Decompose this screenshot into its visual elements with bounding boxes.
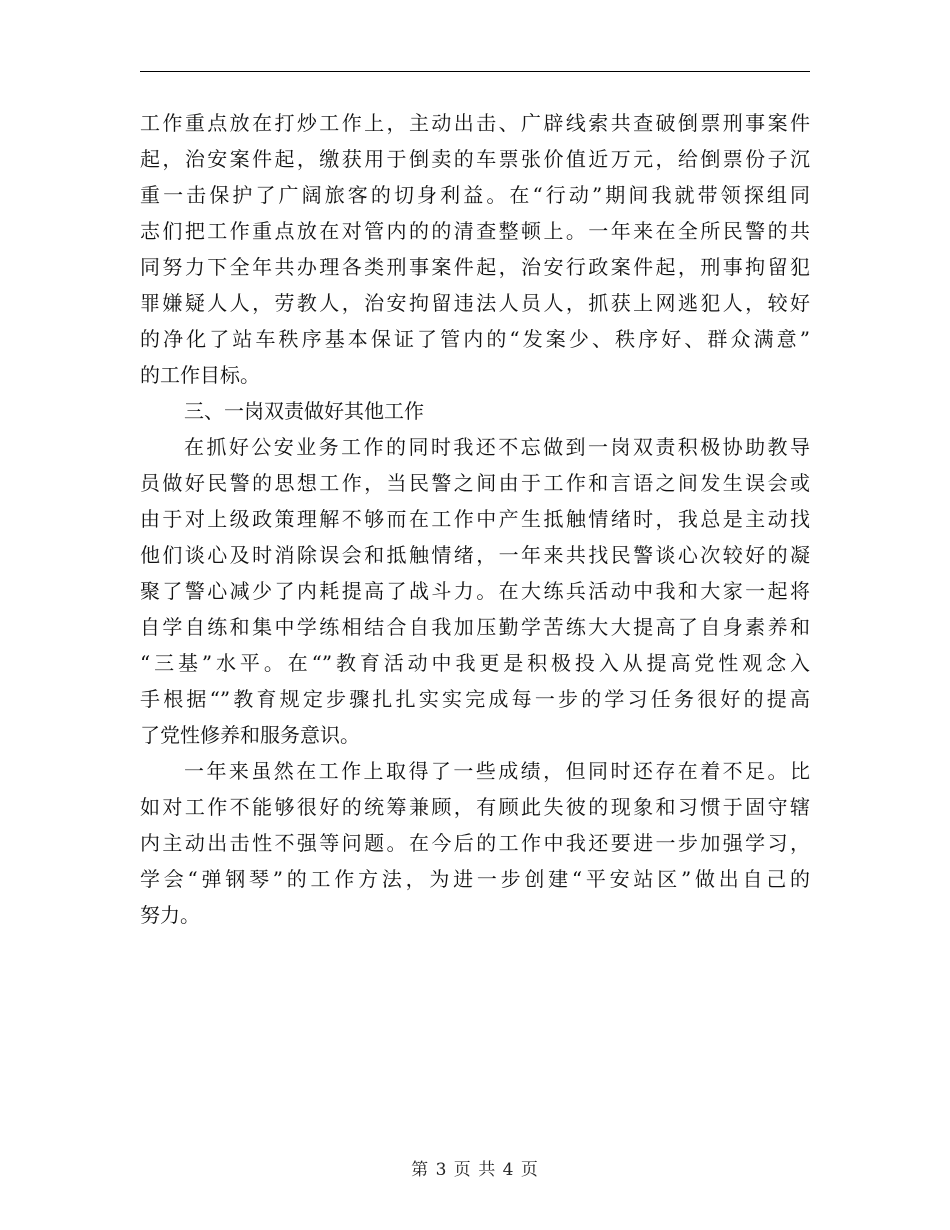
text-line: 由于对上级政策理解不够而在工作中产生抵触情绪时，我总是主动找 [140, 507, 810, 531]
text-line: 内主动出击性不强等问题。在今后的工作中我还要进一步加强学习， [140, 831, 810, 855]
text-line: 在抓好公安业务工作的同时我还不忘做到一岗双责积极协助教导 [184, 435, 810, 459]
text-line: “三基”水平。在“”教育活动中我更是积极投入从提高党性观念入 [140, 651, 810, 675]
text-line: 手根据“”教育规定步骤扎扎实实完成每一步的学习任务很好的提高 [140, 687, 810, 711]
paragraph-shortcomings [140, 753, 810, 933]
text-line: 起，治安案件起，缴获用于倒卖的车票张价值近万元，给倒票份子沉 [140, 147, 810, 171]
text-line: 员做好民警的思想工作，当民警之间由于工作和言语之间发生误会或 [140, 471, 810, 495]
text-line: 一年来虽然在工作上取得了一些成绩，但同时还存在着不足。比 [184, 759, 810, 783]
section-heading [140, 393, 810, 429]
text-line: 学会“弹钢琴”的工作方法，为进一步创建“平安站区”做出自己的 [140, 867, 810, 891]
page-footer: 第 3 页 共 4 页 [411, 1160, 539, 1180]
text-line: 罪嫌疑人人，劳教人，治安拘留违法人员人，抓获上网逃犯人，较好 [140, 291, 810, 315]
paragraph-other-duties [140, 429, 810, 753]
text-line: 工作重点放在打炒工作上，主动出击、广辟线索共查破倒票刑事案件 [140, 111, 810, 135]
text-line: 聚了警心减少了内耗提高了战斗力。在大练兵活动中我和大家一起将 [140, 579, 810, 603]
paragraph-work-results [140, 105, 810, 393]
text-line: 的工作目标。 [140, 363, 260, 387]
text-line: 自学自练和集中学练相结合自我加压勤学苦练大大提高了自身素养和 [140, 615, 810, 639]
section-heading-text: 三、一岗双责做好其他工作 [184, 399, 424, 423]
text-line: 如对工作不能够很好的统筹兼顾，有顾此失彼的现象和习惯于固守辖 [140, 795, 810, 819]
text-line: 努力。 [140, 903, 200, 927]
header-rule [140, 71, 810, 72]
text-line: 同努力下全年共办理各类刑事案件起，治安行政案件起，刑事拘留犯 [140, 255, 810, 279]
text-line: 他们谈心及时消除误会和抵触情绪，一年来共找民警谈心次较好的凝 [140, 543, 810, 567]
text-line: 了党性修养和服务意识。 [140, 723, 360, 747]
document-body [140, 105, 810, 933]
text-line: 志们把工作重点放在对管内的的清查整顿上。一年来在全所民警的共 [140, 219, 810, 243]
text-line: 的净化了站车秩序基本保证了管内的“发案少、秩序好、群众满意” [140, 327, 810, 351]
text-line: 重一击保护了广阔旅客的切身利益。在“行动”期间我就带领探组同 [140, 183, 810, 207]
